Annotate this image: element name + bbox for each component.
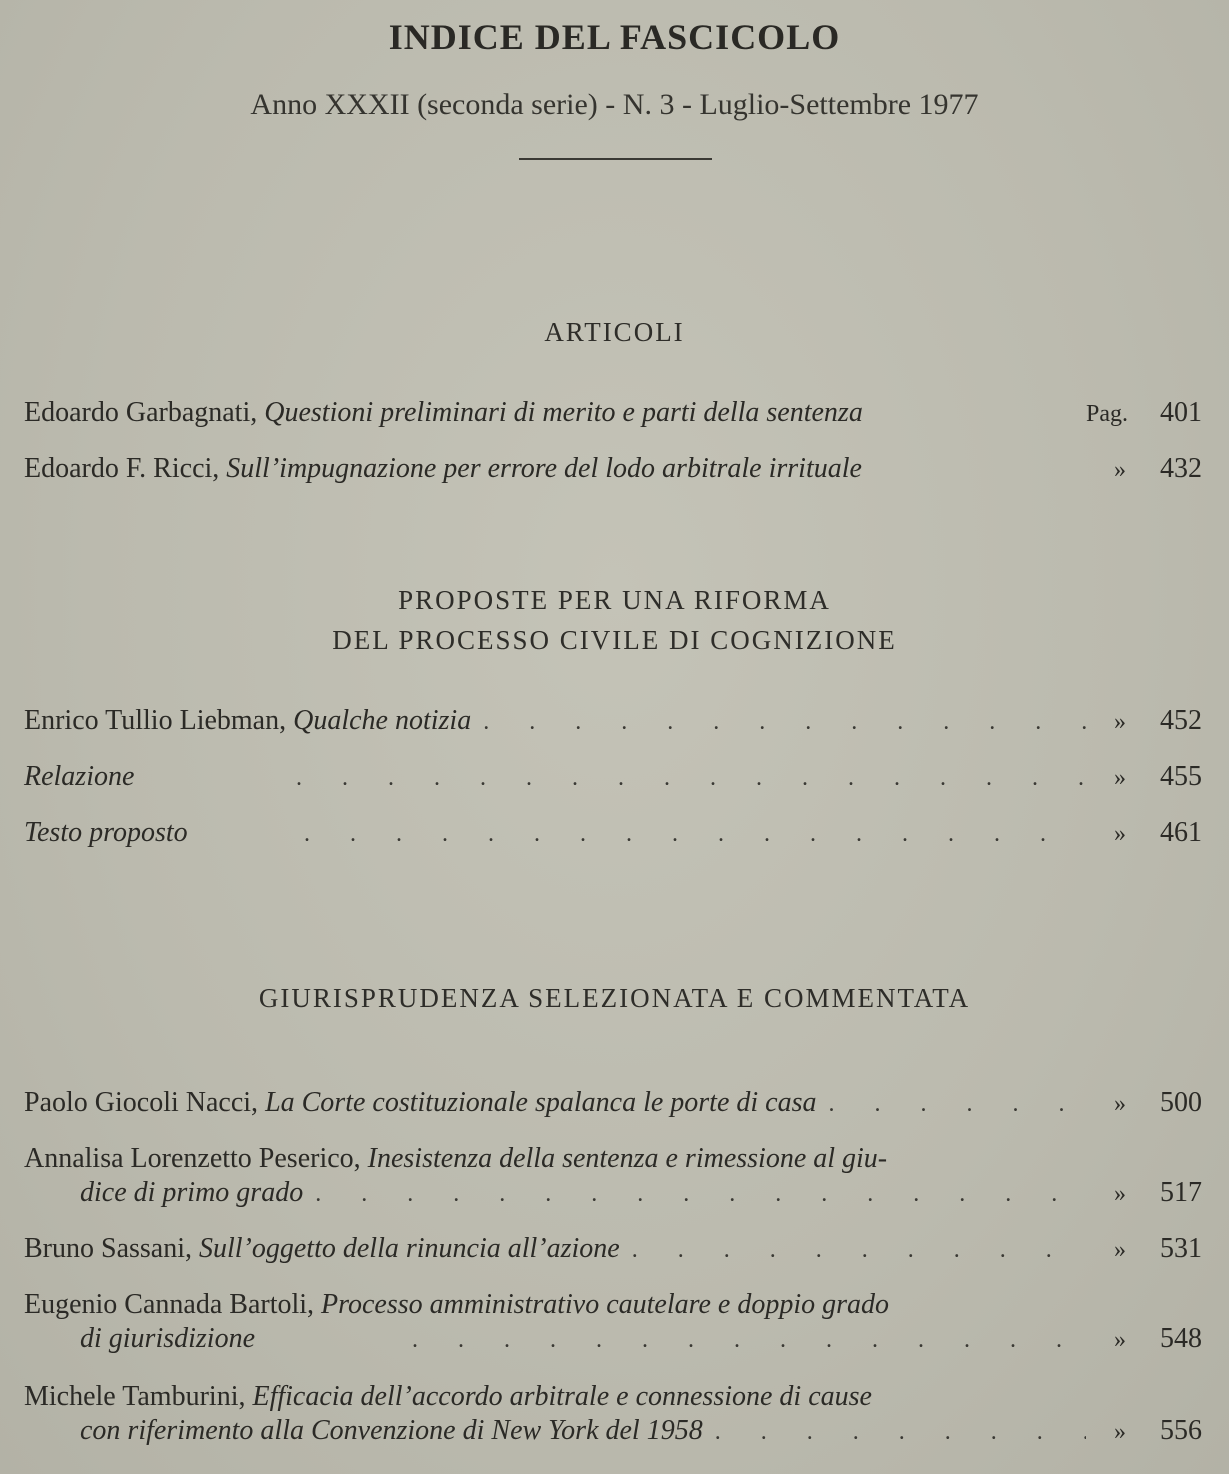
entry-author: Annalisa Lorenzetto Peserico, [24,1143,361,1174]
entry-author: Eugenio Cannada Bartoli, [24,1289,315,1320]
toc-entry[interactable] [24,1380,1202,1449]
entry-author: Michele Tamburini, [24,1381,246,1412]
entry-title-continued: con riferimento alla Convenzione di New York del 1958 [80,1415,703,1446]
entry-title: Efficacia dell’accordo arbitrale e connessione di cause [252,1381,872,1412]
page-marker: » [1114,765,1126,791]
leader-dots [632,1233,1086,1267]
entry-title: Sull’impugnazione per errore del lodo arbitrale irrituale [226,453,862,484]
page-title: INDICE DEL FASCICOLO [388,17,841,57]
toc-entry[interactable] [24,760,1202,795]
entry-page: 531 [1160,1233,1202,1264]
entry-title-continued: dice di primo grado [80,1177,304,1208]
leader-dots [315,1177,1086,1211]
page-marker: » [1114,821,1126,847]
entry-page: 461 [1160,817,1202,848]
leader-dots [412,1323,1086,1357]
toc-entry[interactable] [24,816,1202,851]
entry-title: Qualche notizia [293,705,472,736]
page-marker: » [1114,1327,1126,1353]
entry-page: 517 [1160,1177,1202,1208]
section-heading-proposte-line1: PROPOSTE PER UNA RIFORMA [398,585,831,615]
toc-entry[interactable] [24,1232,1202,1267]
entry-title: Sull’oggetto della rinuncia all’azione [199,1233,620,1264]
page-marker: » [1114,1181,1126,1207]
entry-author: Edoardo F. Ricci, [24,453,220,484]
page-marker: » [1114,1419,1126,1445]
leader-dots [296,761,1086,795]
entry-page: 432 [1160,453,1202,484]
toc-entry[interactable] [24,396,1202,431]
entry-page: 548 [1160,1323,1202,1354]
page-marker: » [1114,1091,1126,1117]
entry-title: Questioni preliminari di merito e parti della sentenza [264,397,863,428]
toc-entry[interactable] [24,704,1202,739]
entry-title: Testo proposto [24,817,188,848]
section-heading-giurisprudenza: GIURISPRUDENZA SELEZIONATA E COMMENTATA [258,983,971,1013]
leader-dots [715,1415,1086,1449]
entry-title: Processo amministrativo cautelare e doppio grado [321,1289,890,1320]
entry-author: Edoardo Garbagnati, [24,397,258,428]
page-marker: » [1114,457,1126,483]
page-marker: » [1114,709,1126,735]
leader-dots [304,817,1086,851]
entry-page: 455 [1160,761,1202,792]
entry-author: Enrico Tullio Liebman, [24,705,287,736]
entry-page: 500 [1160,1087,1202,1118]
entry-title: Relazione [24,761,135,792]
entry-page: 452 [1160,705,1202,736]
entry-author: Paolo Giocoli Nacci, [24,1087,259,1118]
entry-page: 556 [1160,1415,1202,1446]
entry-author: Bruno Sassani, [24,1233,192,1264]
entry-title-continued: di giurisdizione [80,1323,256,1354]
toc-entry[interactable] [24,1288,1202,1357]
page-marker: » [1114,1237,1126,1263]
leader-dots [483,705,1086,739]
page-marker: Pag. [1086,401,1128,427]
toc-entry[interactable] [24,1142,1202,1211]
title-divider [519,158,712,160]
issue-subtitle: Anno XXXII (seconda serie) - N. 3 - Luglio-Settembre 1977 [250,88,979,121]
section-heading-proposte-line2: DEL PROCESSO CIVILE DI COGNIZIONE [332,625,897,655]
toc-entry[interactable] [24,1086,1202,1121]
toc-entry[interactable] [24,452,1202,487]
entry-title: Inesistenza della sentenza e rimessione al giu- [367,1143,888,1174]
entry-page: 401 [1160,397,1202,428]
section-heading-articoli: ARTICOLI [544,317,685,347]
entry-title: La Corte costituzionale spalanca le porte di casa [265,1087,817,1118]
leader-dots [828,1087,1086,1121]
